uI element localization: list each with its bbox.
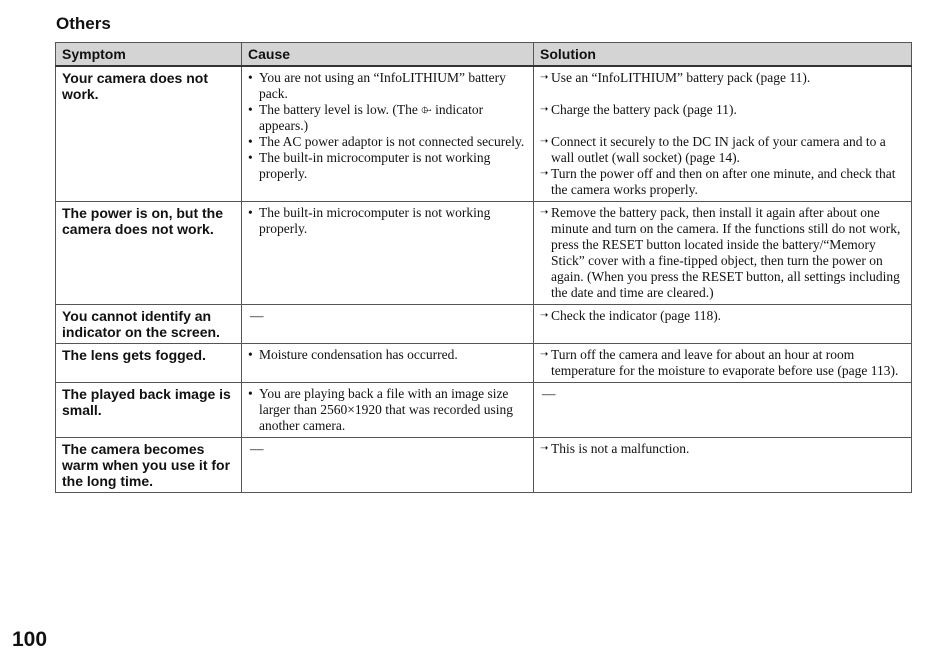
cause-item: • You are playing back a file with an image size larger than 2560×1920 that was recorded using another camera. [248, 386, 527, 434]
empty-dash: — [542, 386, 556, 401]
table-row [56, 202, 912, 305]
symptom-cell: The camera becomes warm when you use it for the long time. [56, 438, 242, 493]
cause-cell [242, 438, 534, 493]
solution-cell [534, 383, 912, 438]
cause-item: • The battery level is low. (The ⌱ indicator appears.) [248, 102, 527, 134]
cause-item: • Moisture condensation has occurred. [248, 347, 527, 363]
cause-item: • You are not using an “InfoLITHIUM” battery pack. [248, 70, 527, 102]
table-row [56, 383, 912, 438]
cause-item: • The built-in microcomputer is not working properly. [248, 150, 527, 182]
cause-cell [242, 202, 534, 305]
table-row [56, 66, 912, 202]
cause-cell [242, 383, 534, 438]
solution-cell [534, 438, 912, 493]
solution-item: ➝ Use an “InfoLITHIUM” battery pack (page 11). [540, 70, 905, 86]
solution-item: ➝ Connect it securely to the DC IN jack of your camera and to a wall outlet (wall socket) (page 14). [540, 134, 905, 166]
cause-cell [242, 305, 534, 344]
solution-item: ➝ Remove the battery pack, then install it again after about one minute and turn on the camera. If the functions still do not work, press the RESET button located inside the battery/“Memory Stick” cover with a fine-tipped object, then turn the power on again. (When you press the RESET button, all settings including the date and time are cleared.) [540, 205, 905, 301]
solution-item: ➝ Check the indicator (page 118). [540, 308, 905, 324]
solution-item: ➝ This is not a malfunction. [540, 441, 905, 457]
table-row [56, 438, 912, 493]
symptom-cell: You cannot identify an indicator on the screen. [56, 305, 242, 344]
symptom-cell: The power is on, but the camera does not work. [56, 202, 242, 305]
table-header-row [56, 43, 912, 67]
empty-dash: — [250, 308, 264, 323]
empty-dash: — [250, 441, 264, 456]
page-number: 100 [12, 628, 48, 651]
solution-item: ➝ Charge the battery pack (page 11). [540, 102, 905, 118]
solution-cell [534, 305, 912, 344]
solution-cell [534, 202, 912, 305]
cause-cell [242, 66, 534, 202]
table-row [56, 305, 912, 344]
cause-item: • The built-in microcomputer is not working properly. [248, 205, 527, 237]
section-title: Others [56, 14, 111, 33]
solution-cell [534, 66, 912, 202]
solution-item: ➝ Turn off the camera and leave for about an hour at room temperature for the moisture to evaporate before use (page 113). [540, 347, 905, 379]
solution-item: ➝ Turn the power off and then on after one minute, and check that the camera works properly. [540, 166, 905, 198]
cause-cell [242, 344, 534, 383]
cause-item: • The AC power adaptor is not connected securely. [248, 134, 527, 150]
symptom-cell: The lens gets fogged. [56, 344, 242, 383]
symptom-cell: The played back image is small. [56, 383, 242, 438]
symptom-cell: Your camera does not work. [56, 66, 242, 202]
table-row [56, 344, 912, 383]
header-cause: Cause [242, 43, 534, 67]
troubleshooting-table [55, 42, 912, 493]
header-symptom: Symptom [56, 43, 242, 67]
header-solution: Solution [534, 43, 912, 67]
solution-cell [534, 344, 912, 383]
